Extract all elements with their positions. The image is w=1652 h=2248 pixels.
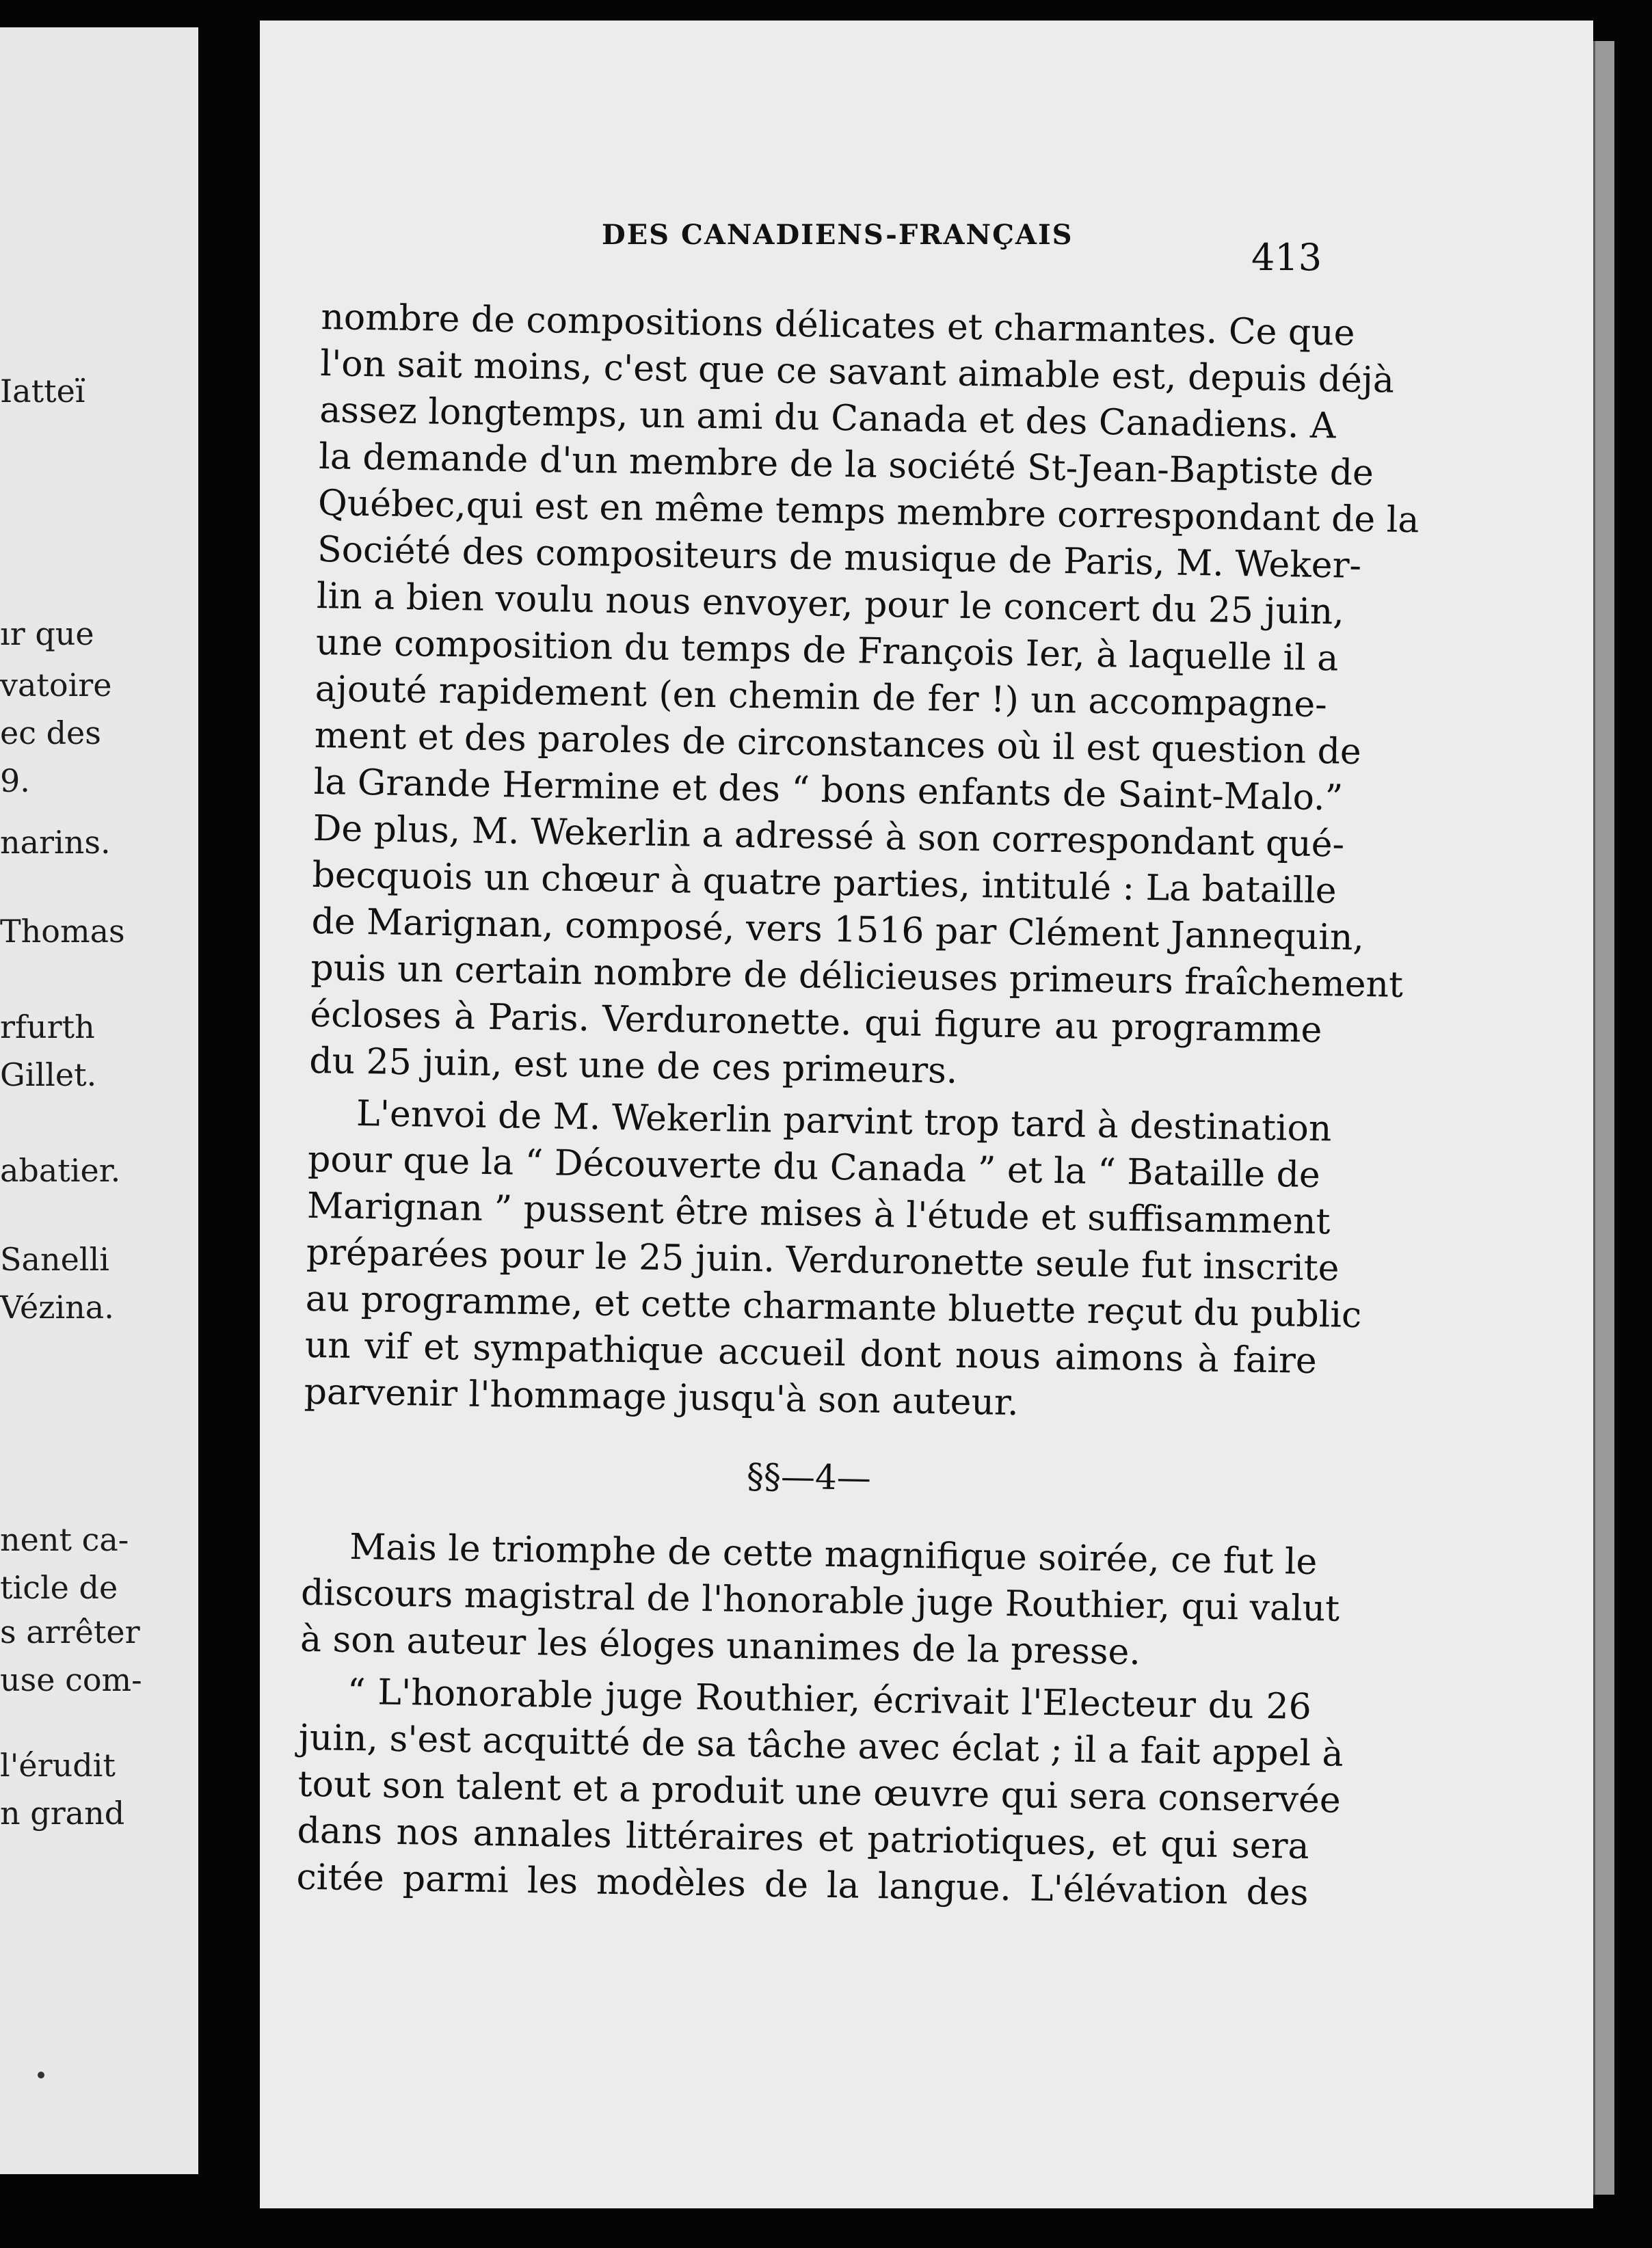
text-line: pour que la “ Découverte du Canada ” et la “ Bataille de bbox=[307, 1138, 1321, 1196]
text-line: “ L'honorable juge Routhier, écrivait l'Electeur du 26 bbox=[347, 1671, 1312, 1728]
text-line: l'on sait moins, c'est que ce savant aimable est, depuis déjà bbox=[319, 343, 1395, 401]
body-text bbox=[296, 294, 1420, 1916]
text-line: au programme, et cette charmante bluette reçut du public bbox=[305, 1278, 1362, 1337]
facing-page-line: s arrêter bbox=[0, 1614, 140, 1650]
facing-page-line: 9. bbox=[0, 762, 30, 799]
facing-page-line: l'érudit bbox=[0, 1747, 116, 1784]
text-line: à son auteur les éloges unanimes de la presse. bbox=[299, 1618, 1141, 1674]
text-line: L'envoi de M. Wekerlin parvint trop tard à destination bbox=[356, 1093, 1332, 1150]
text-line: Société des compositeurs de musique de Paris, M. Weker- bbox=[317, 528, 1362, 587]
facing-page-line: Thomas bbox=[0, 913, 125, 950]
paragraph bbox=[304, 1090, 1362, 1432]
text-line: lin a bien voulu nous envoyer, pour le concert du 25 juin, bbox=[316, 575, 1345, 633]
paragraph bbox=[296, 1668, 1344, 1917]
text-line: de Marignan, composé, vers 1516 par Clément Jannequin, bbox=[311, 900, 1365, 959]
paragraph bbox=[299, 1523, 1340, 1679]
text-line: préparées pour le 25 juin. Verduronette seule fut inscrite bbox=[306, 1231, 1340, 1289]
section-mark: §§—4— bbox=[746, 1456, 872, 1498]
facing-page-line: ticle de bbox=[0, 1569, 118, 1606]
text-line: ajouté rapidement (en chemin de fer !) un accompagne- bbox=[315, 668, 1328, 726]
text-line: juin, s'est acquitté de sa tâche avec éclat ; il a fait appel à bbox=[298, 1717, 1344, 1775]
paragraph bbox=[308, 294, 1420, 1100]
text-line: citée parmi les modèles de la langue. L'élévation des bbox=[296, 1856, 1309, 1914]
text-line: dans nos annales littéraires et patriotiques, et qui sera bbox=[297, 1810, 1309, 1867]
text-line: une composition du temps de François Ier, à laquelle il a bbox=[315, 621, 1339, 680]
text-line: du 25 juin, est une de ces primeurs. bbox=[308, 1040, 958, 1092]
text-line: ment et des paroles de circonstances où il est question de bbox=[314, 714, 1362, 773]
facing-page-line: ec des bbox=[0, 714, 101, 751]
text-line: Mais le triomphe de cette magnifique soirée, ce fut le bbox=[349, 1526, 1318, 1583]
text-line: puis un certain nombre de délicieuses primeurs fraîchement bbox=[310, 947, 1404, 1006]
text-line: De plus, M. Wekerlin a adressé à son correspondant qué- bbox=[312, 807, 1345, 866]
facing-page-line: narins. bbox=[0, 824, 111, 861]
running-head: DES CANADIENS-FRANÇAIS bbox=[602, 219, 1074, 251]
text-line: écloses à Paris. Verduronette. qui figure au programme bbox=[309, 993, 1322, 1052]
ink-speck bbox=[38, 2072, 44, 2078]
text-line: un vif et sympathique accueil dont nous aimons à faire bbox=[304, 1324, 1318, 1382]
page-number: 413 bbox=[1251, 236, 1322, 279]
facing-page-fragment bbox=[0, 27, 198, 2174]
facing-page-line: Vézina. bbox=[0, 1289, 114, 1326]
facing-page-line: vatoire bbox=[0, 667, 112, 704]
facing-page-line: n grand bbox=[0, 1795, 125, 1832]
text-line: parvenir l'hommage jusqu'à son auteur. bbox=[304, 1371, 1020, 1424]
text-line: becquois un chœur à quatre parties, intitulé : La bataille bbox=[312, 854, 1337, 912]
facing-page-line: Iatteï bbox=[0, 373, 85, 410]
text-line: nombre de compositions délicates et charmantes. Ce que bbox=[320, 296, 1355, 354]
facing-page-line: Gillet. bbox=[0, 1056, 97, 1093]
book-gutter bbox=[198, 0, 260, 2248]
page-edge bbox=[1593, 41, 1614, 2195]
facing-page-line: Sanelli bbox=[0, 1241, 109, 1278]
text-line: Marignan ” pussent être mises à l'étude et suffisamment bbox=[306, 1185, 1331, 1243]
text-line: discours magistral de l'honorable juge Routhier, qui valut bbox=[300, 1572, 1340, 1630]
facing-page-line: abatier. bbox=[0, 1152, 121, 1189]
facing-page-line: use com- bbox=[0, 1661, 142, 1698]
facing-page-line: rfurth bbox=[0, 1008, 95, 1045]
text-line: tout son talent et a produit une œuvre qui sera conservée bbox=[297, 1763, 1342, 1821]
facing-page-line: ır que bbox=[0, 615, 94, 652]
text-line: assez longtemps, un ami du Canada et des Canadiens. A bbox=[319, 389, 1337, 447]
text-line: la demande d'un membre de la société St-Jean-Baptiste de bbox=[318, 436, 1374, 494]
text-line: la Grande Hermine et des “ bons enfants de Saint-Malo.” bbox=[313, 761, 1344, 819]
facing-page-line: nent ca- bbox=[0, 1521, 129, 1558]
text-line: Québec,qui est en même temps membre correspondant de la bbox=[317, 482, 1420, 541]
